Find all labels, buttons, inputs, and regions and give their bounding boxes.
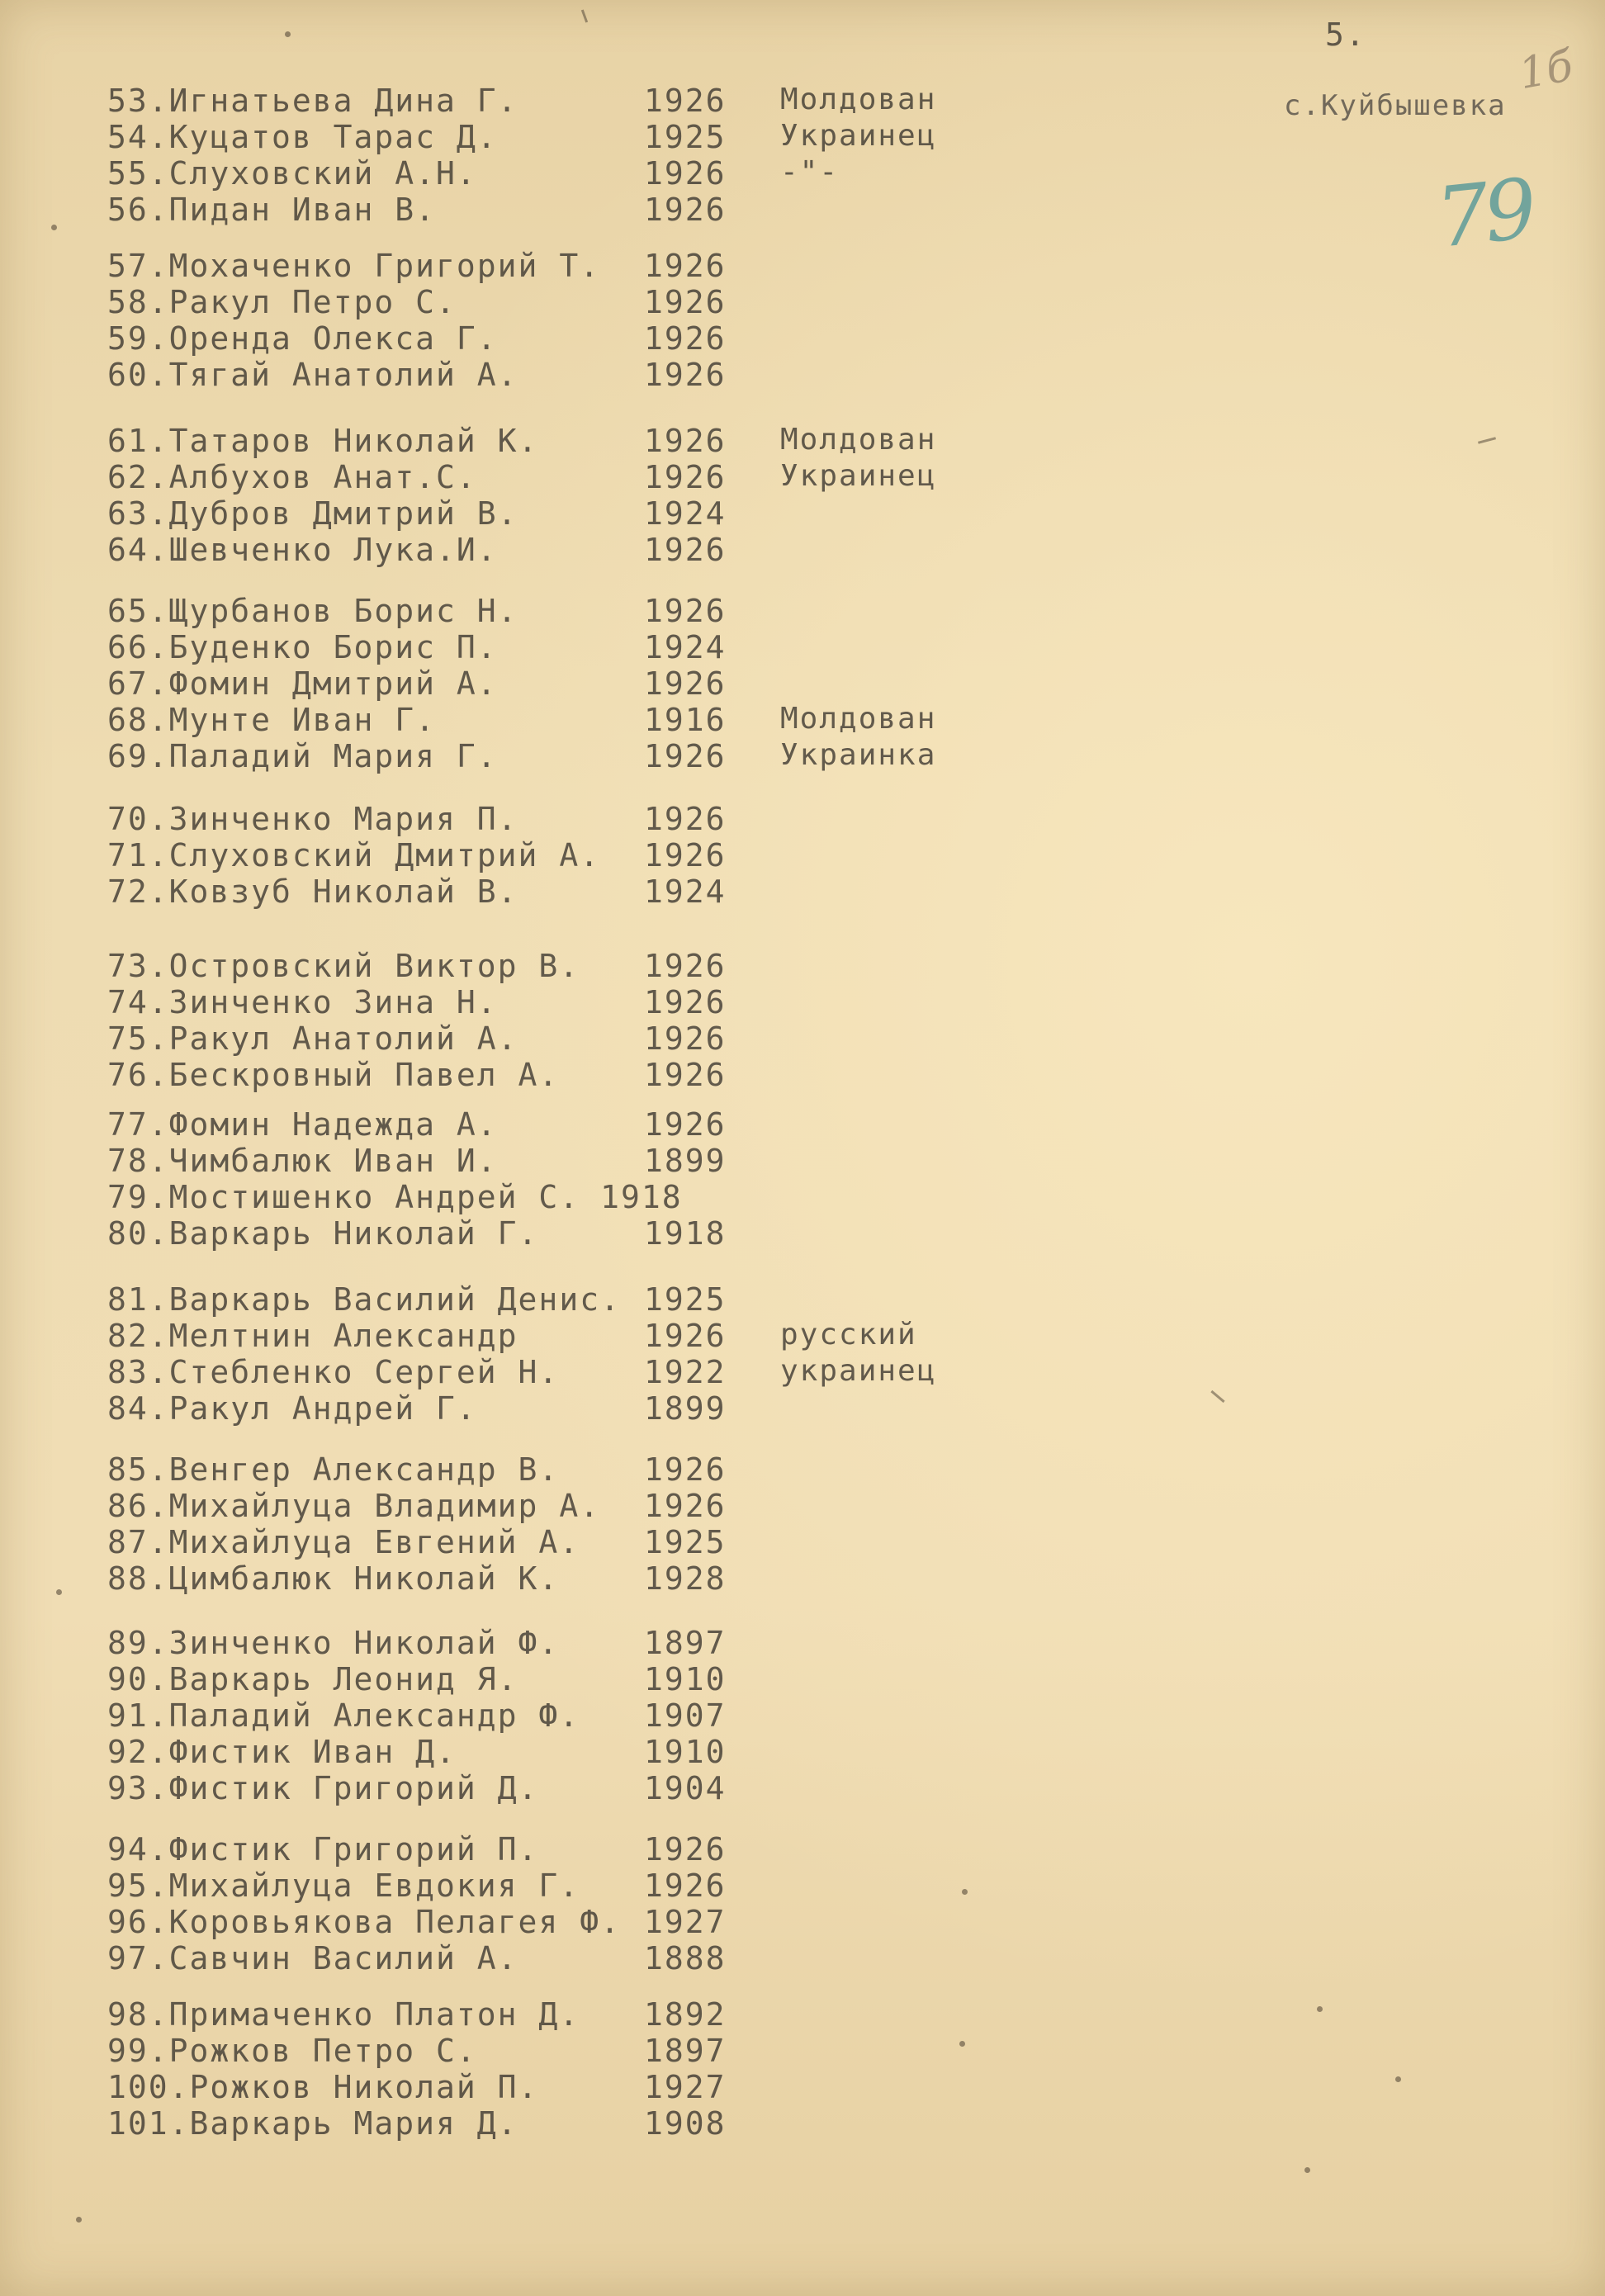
record-name: 80.Варкарь Николай Г. — [107, 1215, 539, 1252]
record-name: 58.Ракул Петро С. — [107, 284, 457, 320]
record-birth-year: 1926 — [644, 1020, 727, 1057]
record-birth-year: 1904 — [644, 1770, 727, 1806]
record-name: 101.Варкарь Мария Д. — [107, 2105, 518, 2142]
record-birth-year: 1928 — [644, 1560, 727, 1597]
record-name: 91.Паладий Александр Ф. — [107, 1697, 580, 1734]
record-name: 96.Коровьякова Пелагея Ф. — [107, 1904, 621, 1940]
record-name: 90.Варкарь Леонид Я. — [107, 1661, 518, 1697]
page-number: 5. — [1325, 17, 1366, 53]
record-name: 56.Пидан Иван В. — [107, 192, 437, 228]
record-birth-year: 1926 — [644, 248, 727, 284]
paper-speck — [962, 1889, 968, 1895]
record-name: 57.Мохаченко Григорий Т. — [107, 248, 601, 284]
record-name: 73.Островский Виктор В. — [107, 948, 580, 984]
record-name: 81.Варкарь Василий Денис. — [107, 1281, 621, 1318]
record-birth-year: 1926 — [644, 459, 727, 495]
record-nationality: Украинец — [780, 119, 937, 153]
record-name: 88.Цимбалюк Николай К. — [107, 1560, 560, 1597]
record-name: 71.Слуховский Дмитрий А. — [107, 837, 601, 873]
record-name: 65.Щурбанов Борис Н. — [107, 593, 518, 629]
record-birth-year: 1926 — [644, 1451, 727, 1488]
record-name: 55.Слуховский А.Н. — [107, 155, 477, 192]
record-name: 94.Фистик Григорий П. — [107, 1831, 539, 1868]
paper-speck — [76, 2217, 82, 2223]
record-name: 87.Михайлуца Евгений А. — [107, 1524, 580, 1560]
record-name: 53.Игнатьева Дина Г. — [107, 83, 518, 119]
record-birth-year: 1926 — [644, 837, 727, 873]
record-birth-year: 1926 — [644, 948, 727, 984]
record-birth-year: 1926 — [644, 284, 727, 320]
record-name: 60.Тягай Анатолий А. — [107, 357, 518, 393]
record-birth-year: 1926 — [644, 1868, 727, 1904]
paper-speck — [51, 225, 57, 230]
record-birth-year: 1907 — [644, 1697, 727, 1734]
record-birth-year: 1897 — [644, 2033, 727, 2069]
record-name: 99.Рожков Петро С. — [107, 2033, 477, 2069]
record-birth-year: 1918 — [644, 1215, 727, 1252]
record-nationality: Украинец — [780, 459, 937, 493]
record-birth-year: 1927 — [644, 1904, 727, 1940]
record-nationality: Молдован — [780, 423, 937, 457]
record-name: 72.Ковзуб Николай В. — [107, 873, 518, 910]
record-name: 76.Бескровный Павел А. — [107, 1057, 560, 1093]
record-name: 93.Фистик Григорий Д. — [107, 1770, 539, 1806]
record-birth-year: 1908 — [644, 2105, 727, 2142]
record-nationality: Молдован — [780, 702, 937, 736]
record-birth-year: 1925 — [644, 119, 727, 155]
paper-speck — [56, 1589, 62, 1595]
record-name: 74.Зинченко Зина Н. — [107, 984, 498, 1020]
record-birth-year: 1924 — [644, 873, 727, 910]
record-name: 77.Фомин Надежда А. — [107, 1106, 498, 1143]
record-birth-year: 1888 — [644, 1940, 727, 1976]
record-birth-year: 1899 — [644, 1143, 727, 1179]
paper-speck — [285, 31, 291, 37]
village-name: с.Куйбышевка — [1284, 89, 1507, 122]
record-birth-year: 1922 — [644, 1354, 727, 1390]
record-birth-year: 1926 — [644, 155, 727, 192]
stray-ink-mark — [581, 9, 588, 22]
record-birth-year: 1926 — [644, 532, 727, 568]
record-birth-year: 1910 — [644, 1661, 727, 1697]
record-name: 64.Шевченко Лука.И. — [107, 532, 498, 568]
record-name: 75.Ракул Анатолий А. — [107, 1020, 518, 1057]
record-name: 61.Татаров Николай К. — [107, 423, 539, 459]
record-birth-year: 1926 — [644, 593, 727, 629]
archive-folio-number: 79 — [1432, 160, 1537, 267]
record-nationality: украинец — [780, 1354, 937, 1388]
record-birth-year: 1926 — [644, 320, 727, 357]
record-birth-year: 1910 — [644, 1734, 727, 1770]
record-name: 92.Фистик Иван Д. — [107, 1734, 457, 1770]
paper-speck — [1317, 2006, 1323, 2012]
record-name: 59.Оренда Олекса Г. — [107, 320, 498, 357]
record-name: 98.Примаченко Платон Д. — [107, 1996, 580, 2033]
record-name: 85.Венгер Александр В. — [107, 1451, 560, 1488]
record-name: 66.Буденко Борис П. — [107, 629, 498, 665]
record-name: 79.Мостишенко Андрей С. 1918 — [107, 1179, 683, 1215]
record-name: 68.Мунте Иван Г. — [107, 702, 437, 738]
record-birth-year: 1926 — [644, 357, 727, 393]
record-birth-year: 1926 — [644, 1057, 727, 1093]
record-birth-year: 1925 — [644, 1524, 727, 1560]
record-birth-year: 1924 — [644, 629, 727, 665]
record-birth-year: 1926 — [644, 1106, 727, 1143]
record-birth-year: 1926 — [644, 1831, 727, 1868]
record-name: 83.Стебленко Сергей Н. — [107, 1354, 560, 1390]
record-birth-year: 1892 — [644, 1996, 727, 2033]
corner-pencil-mark: 1б — [1515, 40, 1577, 100]
record-birth-year: 1926 — [644, 1318, 727, 1354]
record-name: 63.Дубров Дмитрий В. — [107, 495, 518, 532]
record-birth-year: 1926 — [644, 801, 727, 837]
record-nationality: -"- — [780, 155, 840, 189]
record-name: 95.Михайлуца Евдокия Г. — [107, 1868, 580, 1904]
record-name: 100.Рожков Николай П. — [107, 2069, 539, 2105]
record-birth-year: 1916 — [644, 702, 727, 738]
record-birth-year: 1926 — [644, 665, 727, 702]
record-name: 54.Куцатов Тарас Д. — [107, 119, 498, 155]
record-name: 97.Савчин Василий А. — [107, 1940, 518, 1976]
paper-speck — [959, 2041, 965, 2047]
paper-speck — [1304, 2167, 1310, 2173]
paper-speck — [1395, 2076, 1401, 2082]
record-name: 69.Паладий Мария Г. — [107, 738, 498, 774]
record-birth-year: 1926 — [644, 738, 727, 774]
record-birth-year: 1924 — [644, 495, 727, 532]
record-nationality: Молдован — [780, 83, 937, 116]
record-name: 62.Албухов Анат.С. — [107, 459, 477, 495]
record-birth-year: 1926 — [644, 984, 727, 1020]
record-name: 78.Чимбалюк Иван И. — [107, 1143, 498, 1179]
record-name: 84.Ракул Андрей Г. — [107, 1390, 477, 1427]
record-birth-year: 1897 — [644, 1625, 727, 1661]
record-name: 82.Мелтнин Александр — [107, 1318, 518, 1354]
record-birth-year: 1926 — [644, 423, 727, 459]
record-nationality: Украинка — [780, 738, 937, 772]
stray-ink-mark — [1478, 437, 1496, 444]
record-birth-year: 1927 — [644, 2069, 727, 2105]
record-birth-year: 1899 — [644, 1390, 727, 1427]
record-name: 86.Михайлуца Владимир А. — [107, 1488, 601, 1524]
record-birth-year: 1925 — [644, 1281, 727, 1318]
record-birth-year: 1926 — [644, 1488, 727, 1524]
record-birth-year: 1926 — [644, 83, 727, 119]
record-name: 89.Зинченко Николай Ф. — [107, 1625, 560, 1661]
stray-ink-mark — [1210, 1390, 1224, 1403]
record-name: 67.Фомин Дмитрий А. — [107, 665, 498, 702]
record-birth-year: 1926 — [644, 192, 727, 228]
record-name: 70.Зинченко Мария П. — [107, 801, 518, 837]
record-nationality: русский — [780, 1318, 917, 1352]
